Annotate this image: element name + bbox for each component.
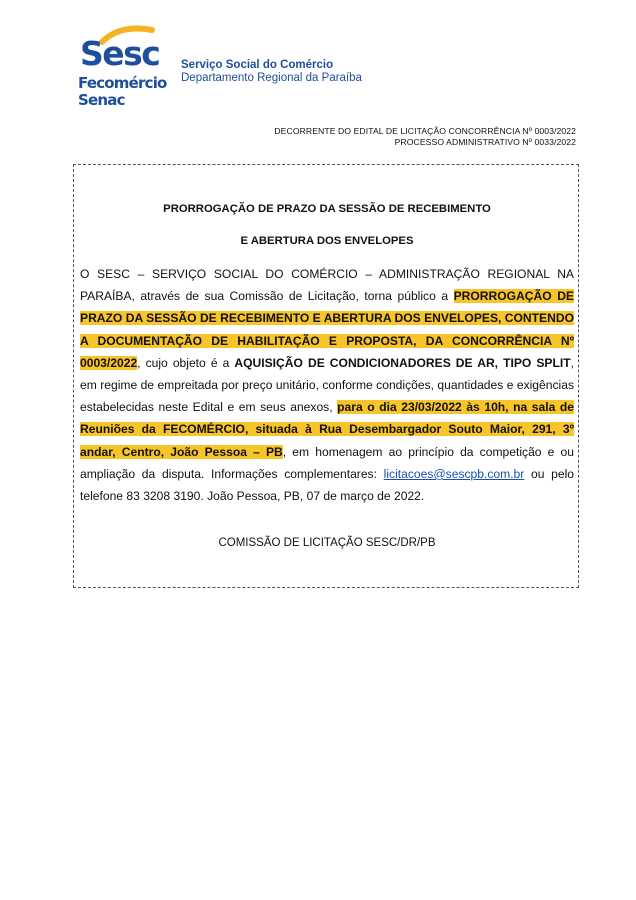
notice-title-line2: E ABERTURA DOS ENVELOPES [240,235,414,247]
highlight-data-local: para o dia 23/03/2022 às 10h, na sala de Reuniões da FECOMÉRCIO, situada à Rua Desembargador Souto Maior, 291, 3º andar, Centro, João Pessoa – PB [80,400,574,459]
body-text-5: ou pelo telefone 83 3208 3190. João Pessoa, PB, 07 de março de 2022. [80,466,574,504]
reference-edital: DECORRENTE DO EDITAL DE LICITAÇÃO CONCORRÊNCIA Nº 0003/2022 [274,126,576,136]
notice-body [80,263,574,507]
org-department: Departamento Regional da Paraíba [181,72,362,84]
logo-senac-text: Senac [78,91,125,109]
logo-fecomercio-text: Fecomércio [78,74,167,92]
body-text-4: , em homenagem ao princípio da competição e ou ampliação da disputa. Informações complementares: [80,444,574,481]
body-text-3: , em regime de empreitada por preço unitário, conforme condições, quantidades e exigências estabelecidas neste Edital e em seus anexos, [80,355,574,415]
body-text-1: O SESC – SERVIÇO SOCIAL DO COMÉRCIO – ADMINISTRAÇÃO REGIONAL NA PARAÍBA, através de sua Comissão de Licitação, torna público a [80,267,574,304]
organization-info [181,59,362,85]
sesc-logo [72,22,172,122]
org-name: Serviço Social do Comércio [181,59,334,71]
notice-box [73,164,579,588]
logo-brand-text: Sesc [80,34,160,73]
notice-title-line1: PRORROGAÇÃO DE PRAZO DA SESSÃO DE RECEBIMENTO [163,203,491,215]
signature: COMISSÃO DE LICITAÇÃO SESC/DR/PB [218,537,436,549]
highlight-prorrogacao: PRORROGAÇÃO DE PRAZO DA SESSÃO DE RECEBIMENTO E ABERTURA DOS ENVELOPES, CONTENDO A DOCUMENTAÇÃO DE HABILITAÇÃO E PROPOSTA, DA CONCORRÊNCIA Nº 0003/2022 [80,289,574,370]
bold-objeto: AQUISIÇÃO DE CONDICIONADORES DE AR, TIPO SPLIT [234,355,571,370]
body-text-2: , cujo objeto é a [137,355,235,370]
reference-processo: PROCESSO ADMINISTRATIVO Nº 0033/2022 [394,137,576,147]
email-link[interactable]: licitacoes@sescpb.com.br [383,466,525,481]
document-reference [274,126,576,148]
